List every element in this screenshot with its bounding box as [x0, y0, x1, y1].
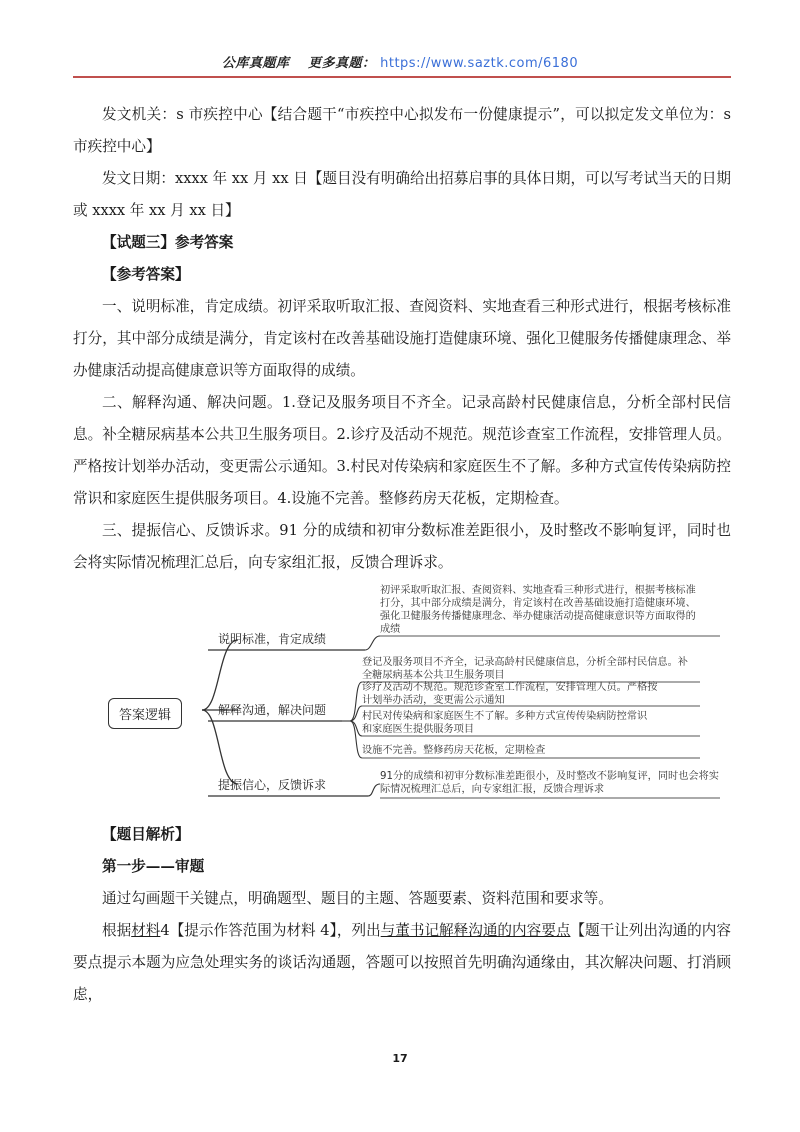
header-url-link[interactable]: https://www.saztk.com/6180 [380, 56, 579, 71]
branch-explain-communicate: 解释沟通，解决问题 [218, 703, 327, 717]
reference-answer-heading: 【参考答案】 [102, 266, 190, 283]
analysis-section [73, 819, 731, 1011]
leaf-facilities: 设施不完善。整修药房天花板，定期检查 [362, 745, 546, 756]
mindmap-root: 答案逻辑 [108, 698, 182, 729]
leaf-infectious: 村民对传染病和家庭医生不了解。多种方式宣传传染病防控常识和家庭医生提供服务项目 [362, 711, 648, 735]
leaf-registration: 登记及服务项目不齐全，记录高龄村民健康信息，分析全部村民信息。补全糖尿病基本公共卫生服务项目 [362, 657, 688, 681]
answer-point-three: 三、提振信心、反馈诉求。91 分的成绩和初审分数标准差距很小，及时整改不影响复评，同时也会将实际情况梳理汇总后，向专家组汇报，反馈合理诉求。 [73, 522, 731, 571]
page-number: 17 [392, 1052, 408, 1065]
header-divider [73, 76, 731, 78]
communication-points-underline: 与董书记解释沟通的内容要点 [380, 922, 571, 939]
issuer-paragraph: 发文机关：s 市疾控中心【结合题干“市疾控中心拟发布一份健康提示”，可以拟定发文单位为：s 市疾控中心】 [73, 106, 731, 155]
answer-point-two: 二、解释沟通、解决问题。1.登记及服务项目不齐全。记录高龄村民健康信息，分析全部村民信息。补全糖尿病基本公共卫生服务项目。2.诊疗及活动不规范。规范诊查室工作流程，安排管理人员。严格按计划举办活动，变更需公示通知。3.村民对传染病和家庭医生不了解。多种方式宣传传染病防控常识和家庭医生提供服务项目。4.设施不完善。整修药房天花板，定期检查。 [73, 394, 731, 507]
material-text-e: 【题干让列出沟通的内容要点提示本题为应急处理实务的谈话沟通题，答题可以按照首先明确沟通缘由，其次解决问题、打消顾虑， [73, 922, 731, 1003]
branch-explain-standard: 说明标准，肯定成绩 [218, 632, 327, 646]
header-site-name: 公库真题库 [221, 56, 290, 71]
branch-boost-confidence: 提振信心，反馈诉求 [218, 778, 327, 792]
header-more-label: 更多真题： [307, 56, 376, 71]
answer-logic-mindmap [100, 578, 740, 808]
material-text-a: 根据 [102, 922, 132, 939]
answer-section [73, 99, 731, 579]
leaf-diagnosis: 诊疗及活动不规范。规范诊查室工作流程，安排管理人员。严格按计划举办活动，变更需公示通知 [362, 682, 658, 706]
answer-point-one: 一、说明标准，肯定成绩。初评采取听取汇报、查阅资料、实地查看三种形式进行，根据考核标准打分，其中部分成绩是满分，肯定该村在改善基础设施打造健康环境、强化卫健服务传播健康理念、举办健康活动提高健康意识等方面取得的成绩。 [73, 298, 731, 379]
leaf-confidence-detail: 91分的成绩和初审分数标准差距很小，及时整改不影响复评，同时也会将实际情况梳理汇总后，向专家组汇报，反馈合理诉求 [380, 771, 719, 795]
leaf-standard-detail: 初评采取听取汇报、查阅资料、实地查看三种形式进行，根据考核标准打分，其中部分成绩是满分，肯定该村在改善基础设施打造健康环境、强化卫健服务传播健康理念、举办健康活动提高健康意识等方面取得的成绩 [380, 585, 696, 635]
page-header [0, 52, 800, 71]
material-paragraph [73, 915, 731, 1011]
material-underline: 材料 [131, 922, 161, 939]
date-paragraph: 发文日期：xxxx 年 xx 月 xx 日【题目没有明确给出招募启事的具体日期，可以写考试当天的日期或 xxxx 年 xx 月 xx 日】 [73, 170, 732, 219]
material-text-c: 4【提示作答范围为材料 4】，列出 [160, 922, 381, 939]
question-three-heading: 【试题三】参考答案 [102, 234, 234, 251]
analysis-heading: 【题目解析】 [102, 826, 190, 843]
step-one-text: 通过勾画题干关键点，明确题型、题目的主题、答题要素、资料范围和要求等。 [102, 890, 613, 907]
step-one-heading: 第一步——审题 [102, 858, 205, 875]
